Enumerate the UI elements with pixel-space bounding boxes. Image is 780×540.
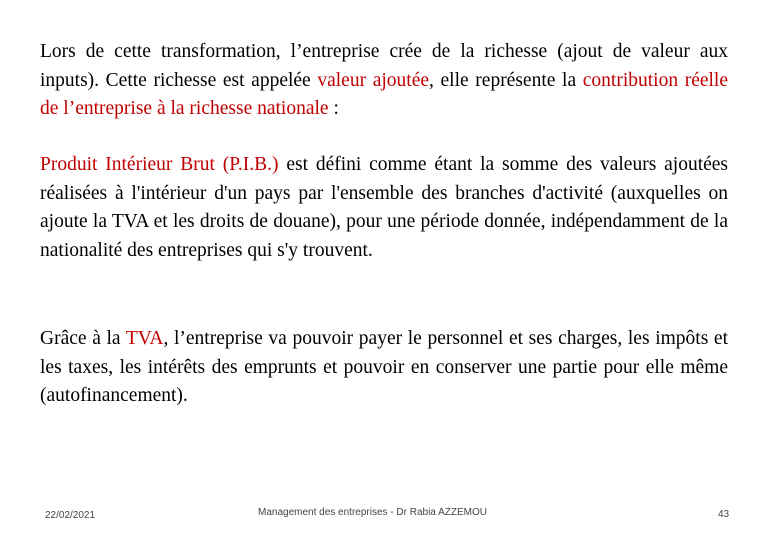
- term-tva: TVA: [125, 328, 164, 349]
- footer-title: Management des entreprises - Dr Rabia AZZEMOU: [258, 507, 487, 518]
- paragraph-value-added: [40, 38, 728, 124]
- term-contribution: contribution réelle de l’entreprise à la richesse nationale: [40, 69, 728, 119]
- paragraph-tva: [40, 325, 728, 411]
- p2-text-1: est défini comme étant la somme des valeurs ajoutées réalisées à l'intérieur d'un pays par l'ensemble des branches d'activité (auxquelles on ajoute la TVA et les droits de douane), pour une période donnée, indépendamment de la nationalité des entreprises qui s'y trouvent.: [40, 154, 729, 261]
- p1-text-1: Lors de cette transformation, l’entreprise crée de la richesse (ajout de valeur aux inputs). Cette richesse est appelée: [40, 41, 728, 91]
- p1-text-3: :: [328, 98, 339, 119]
- page-number: 43: [718, 509, 730, 520]
- p3-text-2: , l’entreprise va pouvoir payer le personnel et ses charges, les impôts et les taxes, les intérêts des emprunts et pouvoir en conserver une partie pour elle même (autofinancement).: [40, 328, 729, 406]
- term-pib: Produit Intérieur Brut (P.I.B.): [40, 154, 279, 175]
- term-valeur-ajoutee: valeur ajoutée: [317, 69, 430, 91]
- p1-text-2: , elle représente la: [429, 69, 583, 91]
- footer-date: 22/02/2021: [45, 510, 96, 521]
- p3-text-1: Grâce à la: [40, 328, 126, 349]
- paragraph-pib-definition: [40, 151, 728, 265]
